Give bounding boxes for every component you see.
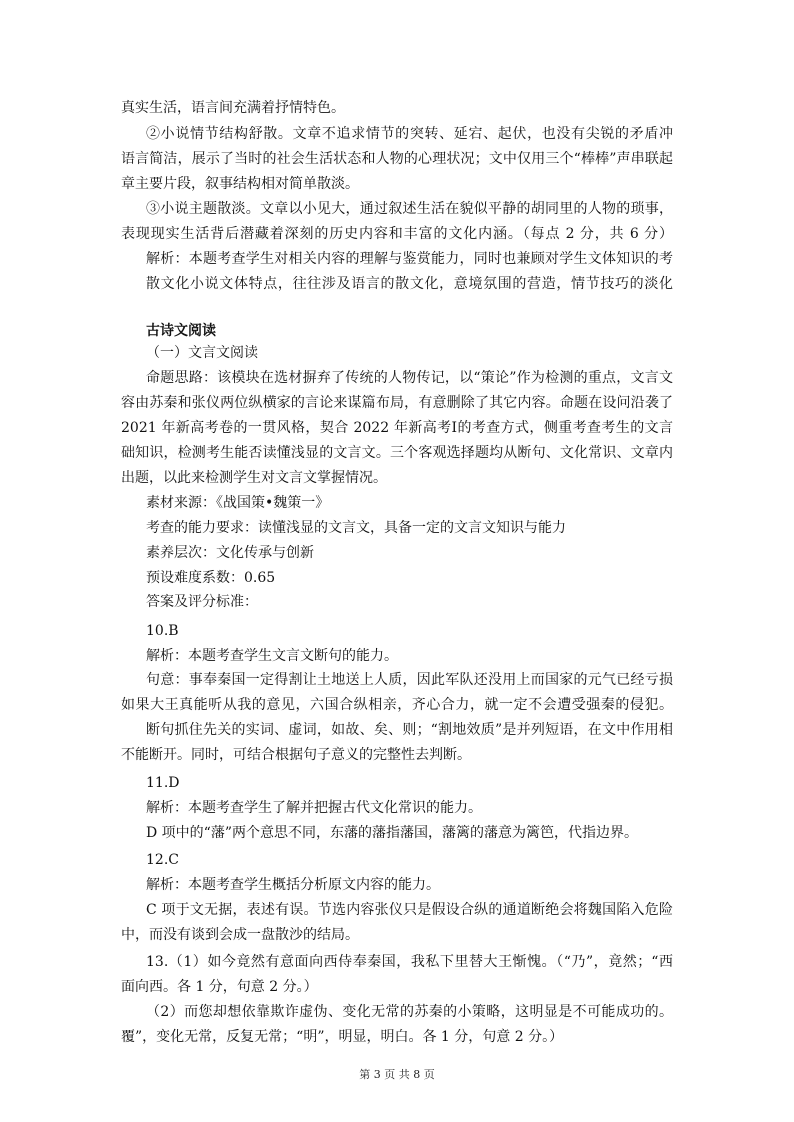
paragraph-line: 如果大王真能听从我的意见，六国合纵相亲，齐心合力，就一定不会遭受强秦的侵犯。 [121,697,673,713]
paragraph-line: 散文化小说文体特点，往往涉及语言的散文化，意境氛围的营造，情节技巧的淡化 [146,276,673,292]
answer-number: 12.C [146,852,179,868]
literacy-level: 素养层次：文化传承与创新 [146,545,314,561]
paragraph-line: 真实生活，语言间充满着抒情特色。 [121,100,345,116]
paragraph-line: 13.（1）如今竟然有意面向西侍奉秦国，我私下里替大王惭愧。（“乃”，竟然；“西 [146,954,673,970]
paragraph-line: 出题，以此来检测学生对文言文掌握情况。 [121,470,387,486]
paragraph-line: 解析：本题考查学生概括分析原文内容的能力。 [146,877,440,893]
paragraph-line: 断句抓住先关的实词、虚词，如故、矣、则；“割地效质”是并列短语，在文中作用相 [146,722,673,738]
paragraph-line: 2021 年新高考卷的一贯风格，契合 2022 年新高考Ⅰ的考查方式，侧重考查考生的文言 [121,420,673,436]
paragraph-line: ③小说主题散淡。文章以小见大，通过叙述生活在貌似平静的胡同里的人物的琐事， [146,201,673,217]
ability-requirement: 考查的能力要求：读懂浅显的文言文，具备一定的文言文知识与能力 [146,520,566,536]
paragraph-line: 命题思路：该模块在选材摒弃了传统的人物传记，以“策论”作为检测的重点，文言文 [146,370,673,386]
paragraph-line: D 项中的“藩”两个意思不同，东藩的藩指藩国，藩篱的藩意为篱笆，代指边界。 [146,825,638,841]
section-subheading: （一）文言文阅读 [146,345,258,361]
paragraph-line: 解析：本题考查学生文言文断句的能力。 [146,648,398,664]
paragraph-line: 础知识，检测考生能否读懂浅显的文言文。三个客观选择题均从断句、文化常识、文章内 [121,445,673,461]
paragraph-line: 句意：事奉秦国一定得割让土地送上人质，因此军队还没用上而国家的元气已经亏损 [146,672,673,688]
paragraph-line: 覆”，变化无常，反复无常；“明”，明显，明白。各 1 分，句意 2 分。） [121,1029,564,1045]
paragraph-line: 解析：本题考查学生了解并把握古代文化常识的能力。 [146,800,482,816]
paragraph-line: 中，而没有谈到会成一盘散沙的结局。 [121,927,359,943]
material-source: 素材来源：《战国策•魏策一》 [146,495,330,511]
paragraph-line: 不能断开。同时，可结合根据句子意义的完整性去判断。 [121,747,471,763]
paragraph-line: 面向西。各 1 分，句意 2 分。） [121,979,318,995]
paragraph-line: 表现现实生活背后潜藏着深刻的历史内容和丰富的文化内涵。（每点 2 分，共 6 分） [121,226,673,242]
paragraph-line: 章主要片段，叙事结构相对简单散淡。 [121,176,359,192]
paragraph-line: 解析：本题考查学生对相关内容的理解与鉴赏能力，同时也兼顾对学生文体知识的考 [146,251,673,267]
answer-number: 10.B [146,623,179,639]
answers-label: 答案及评分标准： [146,594,258,610]
paragraph-line: ②小说情节结构舒散。文章不追求情节的突转、延宕、起伏，也没有尖锐的矛盾冲 [146,126,673,142]
page-number: 第 3 页 共 8 页 [359,1068,435,1081]
paragraph-line: 语言简洁，展示了当时的社会生活状态和人物的心理状况；文中仅用三个“棒棒”声串联起 [121,151,673,167]
paragraph-line: 容由苏秦和张仪两位纵横家的言论来谋篇布局，有意删除了其它内容。命题在设问沿袭了 [121,395,673,411]
paragraph-line: （2）而您却想依靠欺诈虚伪、变化无常的苏秦的小策略，这明显是不可能成功的。 [146,1004,673,1020]
paragraph-line: C 项于文无据，表述有误。节选内容张仪只是假设合纵的通道断绝会将魏国陷入危险 [146,902,673,918]
answer-number: 11.D [146,775,180,791]
difficulty-coefficient: 预设难度系数：0.65 [146,570,276,586]
section-heading: 古诗文阅读 [146,323,216,339]
